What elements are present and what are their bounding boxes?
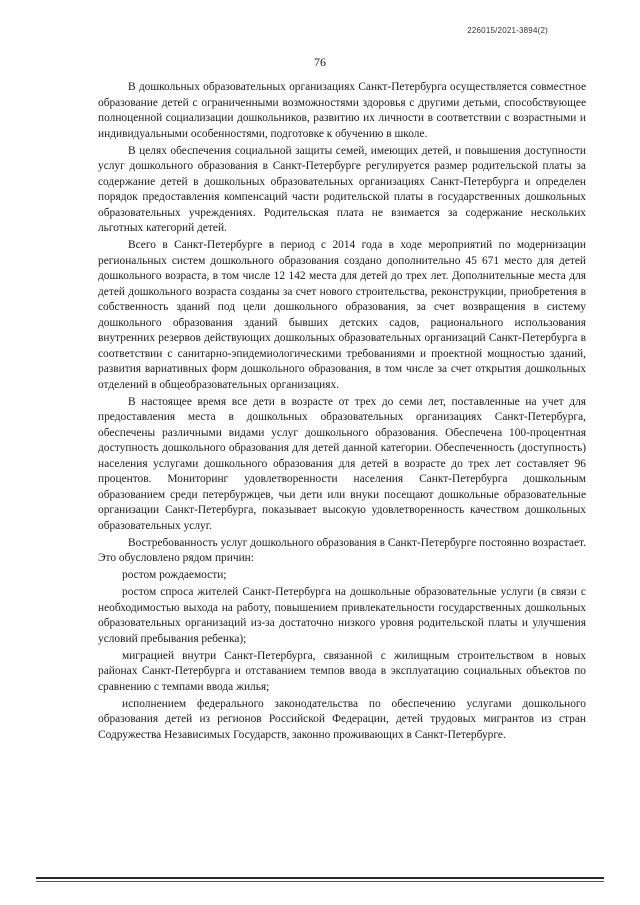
list-item-reason: ростом рождаемости;: [122, 569, 227, 581]
paragraph-parental-fee: В целях обеспечения социальной защиты семей, имеющих детей, и повышения доступности услуг дошкольного образования в Санкт-Петербурге регулируется размер родительской платы за содержание детей в дошкольных образовательных организациях Санкт-Петербурга и определен порядок предоставления компенсаций части родительской платы в государственных дошкольных образовательных учреждениях. Родительская плата не взимается за содержание нескольких льготных категорий детей.: [98, 144, 586, 234]
paragraph-availability: В настоящее время все дети в возрасте от трех до семи лет, поставленные на учет для предоставления места в дошкольных образовательных организациях Санкт-Петербурга, обеспечены различными видами услуг дошкольного образования. Обеспечена 100-процентная доступность дошкольного образования для детей данной категории. Обеспеченность (доступность) населения услугами дошкольного образования для детей в возрасте до трех лет составляет 96 процентов. Мониторинг удовлетворенности населения Санкт-Петербурга дошкольным образованием среди петербуржцев, чьи дети или внуки посещают дошкольные образовательные организации Санкт-Петербурга, показывает высокую удовлетворенность качеством дошкольных образовательных услуг.: [98, 395, 586, 532]
list-item-reason: исполнением федерального законодательства по обеспечению услугами дошкольного образования детей из регионов Российской Федерации, детей трудовых мигрантов из стран Содружества Независимых Государств, законно проживающих в Санкт-Петербурге.: [98, 697, 586, 741]
list-item-reason: ростом спроса жителей Санкт-Петербурга на дошкольные образовательные услуги (в связи с необходимостью выхода на работу, повышением привлекательности государственных дошкольных образовательных организаций из-за достаточно низкого уровня родительской платы и улучшения условий пребывания ребенка);: [98, 586, 586, 645]
document-body: [98, 80, 586, 745]
paragraph-inclusive-education: В дошкольных образовательных организациях Санкт-Петербурга осуществляется совместное образование детей с ограниченными возможностями здоровья с другими детьми, способствующее полноценной социализации дошкольников, развитию их личности в соответствии с возрастными и индивидуальными особенностями, подготовке к обучению в школе.: [98, 81, 586, 140]
paragraph-demand-intro: Востребованность услуг дошкольного образования в Санкт-Петербурге постоянно возрастает. Это обусловлено рядом причин:: [98, 536, 586, 564]
page-number: 76: [314, 55, 326, 69]
footer-divider-thin: [36, 881, 604, 882]
document-id: 226015/2021-3894(2): [467, 26, 548, 35]
paragraph-new-places: Всего в Санкт-Петербурге в период с 2014 года в ходе мероприятий по модернизации региональных систем дошкольного образования создано дополнительно 45 671 место для детей дошкольного возраста, в том числе 12 142 места для детей до трех лет. Дополнительные места для детей дошкольного возраста созданы за счет нового строительства, реконструкции, приобретения в собственность зданий под цели дошкольного образования, за счет возвращения в систему дошкольного образования зданий бывших детских садов, рационального использования внутренних резервов действующих дошкольных образовательных организаций Санкт-Петербурга в соответствии с санитарно-эпидемиологическими требованиями и проектной мощностью зданий, развития вариативных форм дошкольного образования, в том числе за счет открытия дошкольных отделений в общеобразовательных организациях.: [98, 239, 586, 391]
footer-divider: [36, 877, 604, 879]
list-item-reason: миграцией внутри Санкт-Петербурга, связанной с жилищным строительством в новых районах Санкт-Петербурга и отставанием темпов ввода в эксплуатацию социальных объектов по сравнению с темпами ввода жилья;: [98, 649, 586, 693]
